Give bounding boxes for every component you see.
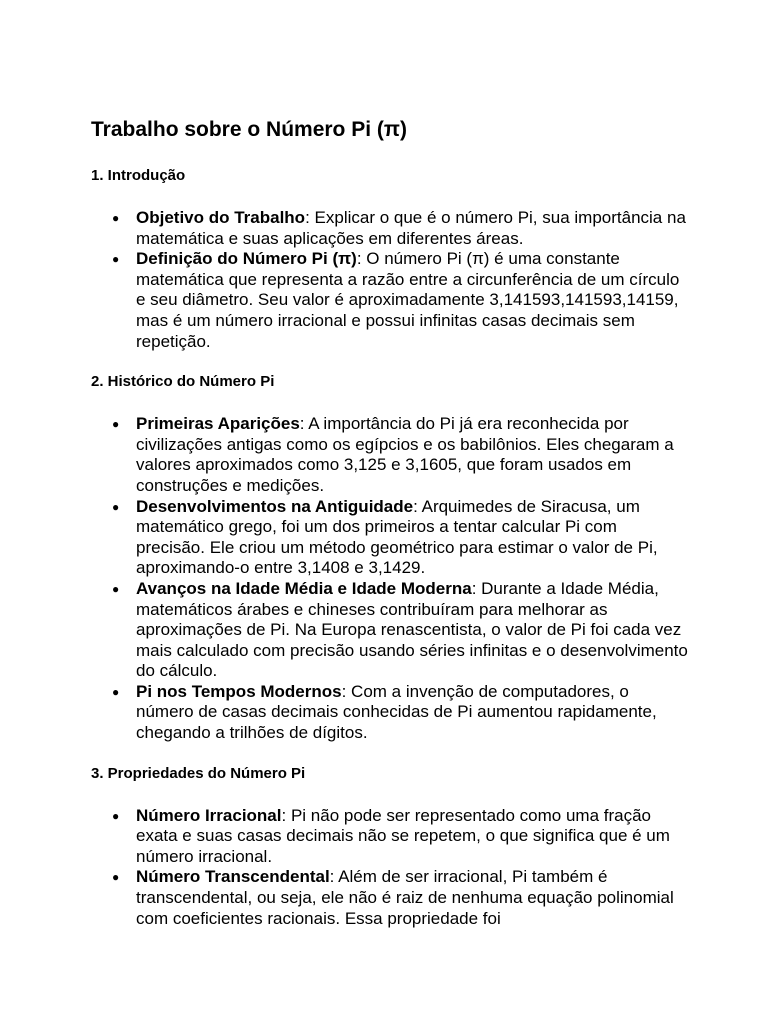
item-text: : Com a invenção de computadores, o número de casas decimais conhecidas de Pi aumentou rapidamente, chegando a trilhões de dígitos. — [136, 681, 657, 743]
list-item — [112, 867, 688, 929]
section-heading: 2. Histórico do Número Pi — [91, 373, 275, 391]
item-text: : Pi não pode ser representado como uma fração exata e suas casas decimais não se repetem, o que significa que é um número irracional. — [136, 805, 670, 866]
item-text: : Durante a Idade Média, matemáticos árabes e chineses contribuíram para melhorar as aproximações de Pi. Na Europa renascentista, o valor de Pi foi cada vez mais calculado com precisão usando séries infinitas e o desenvolvimento do cálculo. — [136, 578, 688, 681]
item-term: Número Transcendental — [136, 867, 330, 887]
item-text: : Explicar o que é o número Pi, sua importância na matemática e suas aplicações em diferentes áreas. — [136, 208, 686, 248]
bullet-list — [91, 208, 688, 352]
list-item — [112, 208, 688, 249]
item-term: Número Irracional — [136, 805, 282, 825]
list-item — [112, 681, 688, 744]
section-heading: 1. Introdução — [91, 167, 186, 184]
item-text: : Além de ser irracional, Pi também é transcendental, ou seja, ele não é raiz de nenhuma equação polinomial com coeficientes racionais. Essa propriedade foi — [136, 867, 674, 928]
bullet-icon: ● — [112, 499, 120, 514]
item-term: Definição do Número Pi (π) — [136, 249, 357, 269]
list-item — [112, 496, 688, 579]
list-item — [112, 414, 688, 496]
bullet-icon: ● — [112, 211, 120, 225]
item-term: Avanços na Idade Média e Idade Moderna — [136, 578, 472, 598]
bullet-list — [91, 806, 688, 930]
list-item — [112, 805, 688, 868]
bullet-icon: ● — [112, 581, 120, 596]
bullet-icon: ● — [112, 252, 120, 267]
item-text: : Arquimedes de Siracusa, um matemático grego, foi um dos primeiros a tentar calcular Pi com precisão. Ele criou um método geométrico para estimar o valor de Pi, aproximando-o entre 3,1408 e 3,1429. — [136, 496, 658, 578]
bullet-icon: ● — [112, 684, 120, 699]
list-item — [112, 578, 688, 682]
section-heading: 3. Propriedades do Número Pi — [91, 764, 306, 782]
item-text: : O número Pi (π) é uma constante matemática que representa a razão entre a circunferência de um círculo e seu diâmetro. Seu valor é aproximadamente 3,141593,141593,14159, mas é um número irracional e possui infinitas casas decimais sem repetição. — [136, 249, 680, 351]
list-item — [112, 249, 688, 352]
bullet-icon: ● — [112, 417, 120, 432]
item-term: Desenvolvimentos na Antiguidade — [136, 496, 414, 516]
bullet-icon: ● — [112, 808, 120, 823]
item-term: Objetivo do Trabalho — [136, 208, 306, 227]
item-term: Primeiras Aparições — [136, 414, 300, 434]
item-text: : A importância do Pi já era reconhecida por civilizações antigas como os egípcios e os babilônios. Eles chegaram a valores aproximados como 3,125 e 3,1605, que foram usados em construções e medições. — [136, 414, 674, 495]
item-term: Pi nos Tempos Modernos — [136, 681, 342, 701]
bullet-icon: ● — [112, 870, 120, 885]
document-title: Trabalho sobre o Número Pi (π) — [91, 118, 407, 141]
bullet-list — [91, 414, 688, 744]
